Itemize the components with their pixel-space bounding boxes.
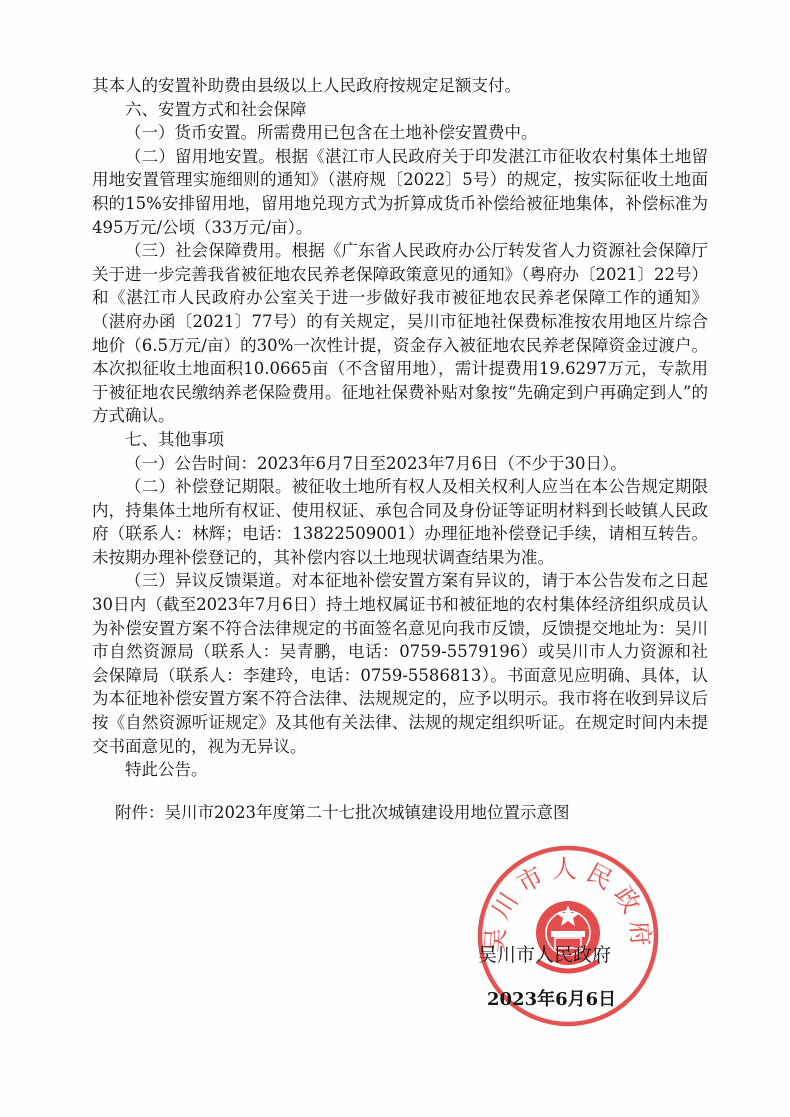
paragraph-closing: 特此公告。: [125, 760, 208, 780]
paragraph-reserved-land: （二）留用地安置。根据《湛江市人民政府关于印发湛江市征收农村集体土地留用地安置管理实施细则的通知》（湛府规〔2022〕5号）的规定，按实际征收土地面积的15%安排留用地，留用地兑现方式为折算成货币补偿给被征地集体，补偿标准为495万元/公顷（33万元/亩）。: [92, 146, 708, 237]
svg-text:吴川市人民政府: 吴川市人民政府: [480, 854, 656, 954]
attachment-note: 附件：吴川市2023年度第二十七批次城镇建设用地位置示意图: [115, 803, 570, 822]
paragraph-social-security: （三）社会保障费用。根据《广东省人民政府办公厅转发省人力资源社会保障厅关于进一步完善我省被征地农民养老保障政策意见的通知》（粤府办〔2021〕22号）和《湛江市人民政府办公室关于进一步做好我市被征地农民养老保障工作的通知》（湛府办函〔2021〕77号）的有关规定，吴川市征地社保费标准按农用地区片综合地价（6.5万元/亩）的30%一次性计提，资金存入被征地农民养老保障资金过渡户。本次拟征收土地面积10.0665亩（不含留用地），需计提费用19.6297万元，专款用于被征地农民缴纳养老保险费用。征地社保费补贴对象按“先确定到户再确定到人”的方式确认。: [92, 241, 708, 426]
section-heading-7: 七、其他事项: [125, 429, 224, 449]
paragraph-intro: 其本人的安置补助费由县级以上人民政府按规定足额支付。: [92, 76, 521, 95]
issue-date: 2023年6月6日: [487, 989, 617, 1010]
paragraph-notice-period: （一）公告时间：2023年6月7日至2023年7月6日（不少于30日）。: [125, 453, 627, 473]
paragraph-registration: （二）补偿登记期限。被征收土地所有权人及相关权利人应当在本公告规定期限内，持集体土地所有权证、使用权证、承包合同及身份证等证明材料到长岐镇人民政府（联系人：林辉；电话：13822509001）办理征地补偿登记手续，请相互转告。未按期办理补偿登记的，其补偿内容以土地现状调查结果为准。: [92, 477, 708, 567]
issuing-authority: 吴川市人民政府: [478, 944, 612, 966]
paragraph-cash-resettlement: （一）货币安置。所需费用已包含在土地补偿安置费中。: [125, 123, 538, 143]
notice-body: [92, 74, 708, 782]
section-heading-6: 六、安置方式和社会保障: [125, 99, 307, 119]
paragraph-objection: （三）异议反馈渠道。对本征地补偿安置方案有异议的，请于本公告发布之日起30日内（截至2023年7月6日）持土地权属证书和被征地的农村集体经济组织成员认为补偿安置方案不符合法律规定的书面签名意见向我市反馈，反馈提交地址为：吴川市自然资源局（联系人：吴青鹏，电话：0759-5579196）或吴川市人力资源和社会保障局（联系人：李建玲，电话：0759-5586813）。书面意见应明确、具体，认为本征地补偿安置方案不符合法律、法规规定的，应予以明示。我市将在收到异议后按《自然资源听证规定》及其他有关法律、法规的规定组织听证。在规定时间内未提交书面意见的，视为无异议。: [92, 571, 708, 756]
